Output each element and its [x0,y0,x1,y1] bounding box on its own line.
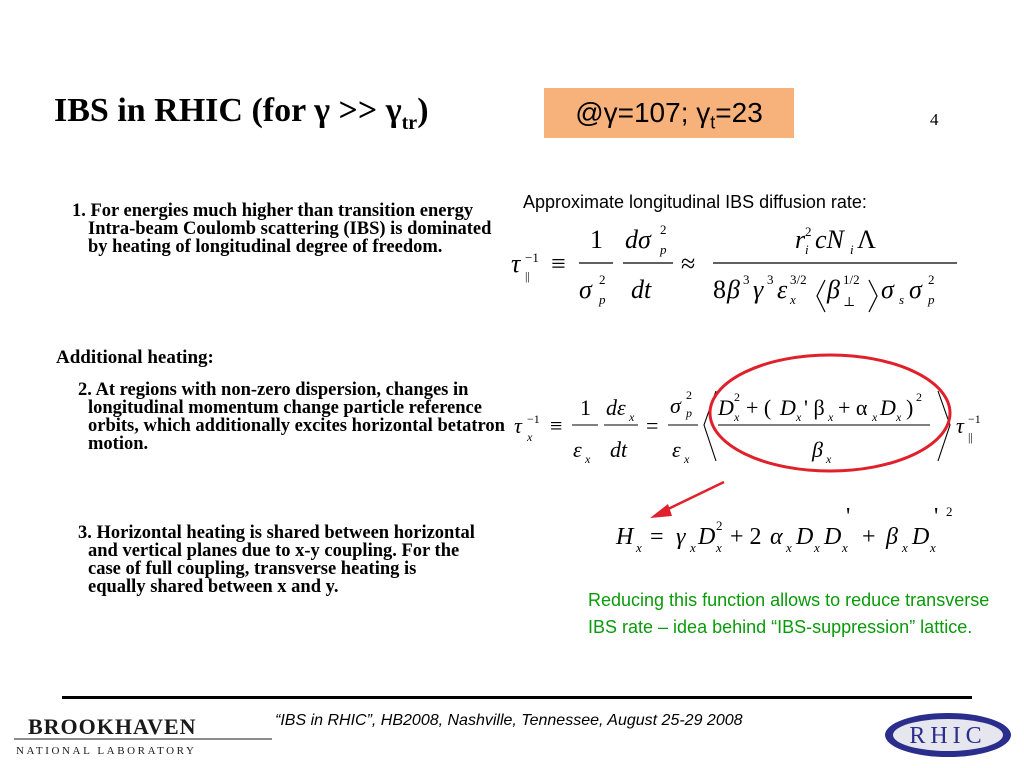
svg-text:x: x [786,540,792,555]
svg-text:r: r [795,225,806,254]
svg-text:x: x [828,410,834,424]
highlight-ellipse [710,355,950,471]
svg-text:x: x [826,452,832,466]
svg-text:2: 2 [946,504,953,519]
rhic-logo [882,711,1014,759]
svg-text:+: + [862,524,876,550]
svg-text:γ: γ [753,275,764,304]
paragraph-3: 3. Horizontal heating is shared between horizontal and vertical planes due to x-y coupling. For the case of full coupling, transverse heating is equally shared between x and y. [78,523,475,597]
svg-text:p: p [686,406,692,420]
svg-text:2: 2 [734,390,740,404]
svg-text:σ: σ [579,275,592,304]
svg-text:2: 2 [686,388,692,402]
svg-text:2: 2 [599,272,606,287]
additional-heading: Additional heating: [56,347,214,368]
svg-text:D: D [880,395,896,420]
svg-text:||: || [525,269,530,283]
svg-text:=: = [646,413,659,438]
svg-text:p: p [599,292,606,307]
svg-text:x: x [796,410,802,424]
svg-text:β: β [727,275,740,304]
svg-text:ε: ε [672,437,681,462]
svg-text:': ' [934,504,939,530]
brookhaven-logo [12,712,274,758]
svg-text:i: i [805,242,809,257]
equation-h-function [612,500,992,560]
svg-text:dσ: dσ [625,225,651,254]
svg-text:': ' [846,504,851,530]
svg-text:⊥: ⊥ [843,294,856,309]
svg-text:τ: τ [514,413,522,438]
svg-text:x: x [690,540,696,555]
svg-text:D: D [824,524,842,550]
svg-text:2: 2 [928,272,935,287]
svg-text:+ α: + α [838,395,868,420]
svg-text:β: β [827,275,840,304]
svg-text:2: 2 [660,222,667,237]
svg-text:−1: −1 [968,412,981,426]
svg-text:D: D [718,395,734,420]
svg-text:8: 8 [713,275,726,304]
svg-text:x: x [684,452,690,466]
svg-text:3: 3 [767,272,774,287]
svg-text:H: H [616,524,634,550]
svg-text:i: i [850,242,854,257]
svg-text:x: x [842,540,848,555]
svg-text:γ: γ [676,524,686,550]
svg-text:≡: ≡ [551,249,566,278]
svg-text:−1: −1 [525,250,539,265]
footer-citation: “IBS in RHIC”, HB2008, Nashville, Tennessee, August 25-29 2008 [275,712,743,729]
svg-text:=: = [650,524,664,550]
svg-text:dε: dε [606,395,626,420]
svg-text:NATIONAL LABORATORY: NATIONAL LABORATORY [16,745,197,757]
approx-label: Approximate longitudinal IBS diffusion rate: [523,192,867,212]
svg-text:+ (: + ( [746,395,772,420]
svg-text:D: D [796,524,814,550]
svg-text:x: x [872,410,878,424]
svg-text:3: 3 [743,272,750,287]
svg-text:3/2: 3/2 [790,272,807,287]
svg-text:ε: ε [573,437,582,462]
svg-text:x: x [629,410,635,424]
svg-text:p: p [928,292,935,307]
svg-text:Λ: Λ [857,225,876,254]
svg-text:σ: σ [909,275,922,304]
svg-text:x: x [734,410,740,424]
svg-text:x: x [790,292,796,307]
svg-text:+ 2: + 2 [730,524,762,550]
svg-text:1/2: 1/2 [843,272,860,287]
paragraph-1: 1. For energies much higher than transition energy Intra-beam Coulomb scattering (IBS) is dominated by heating of longitudinal degree of freedom. [72,201,492,257]
svg-text:p: p [660,242,667,257]
svg-text:D: D [912,524,930,550]
svg-text:x: x [902,540,908,555]
svg-text:x: x [527,430,533,444]
svg-text:2: 2 [916,390,922,404]
svg-text:dt: dt [631,275,652,304]
svg-text:D: D [780,395,796,420]
svg-text:1: 1 [590,225,603,254]
svg-text:−1: −1 [527,412,540,426]
footer-divider [62,696,972,699]
paragraph-2: 2. At regions with non-zero dispersion, changes in longitudinal momentum change particle reference orbits, which additionally excites horizontal betatron motion. [78,380,505,454]
svg-text:β: β [812,437,823,462]
svg-text:ε: ε [777,275,788,304]
svg-text:dt: dt [610,437,628,462]
slide-title: IBS in RHIC (for $\gamma >> \gamma_{tr}$) [54,92,429,134]
svg-text:τ: τ [956,413,964,438]
svg-text:τ: τ [511,249,521,278]
svg-text:s: s [899,292,905,307]
page-number: 4 [930,110,939,129]
svg-text:cN: cN [815,225,844,254]
svg-text:β: β [886,524,898,550]
svg-text:σ: σ [670,393,681,418]
svg-text:x: x [930,540,936,555]
svg-text:): ) [906,395,914,420]
energy-badge: @γ=107; $\gamma_t=23$ [544,88,794,138]
svg-text:D: D [698,524,716,550]
svg-text:α: α [770,524,783,550]
svg-text:BROOKHAVEN: BROOKHAVEN [28,714,197,739]
suppression-note: Reducing this function allows to reduce transverse IBS rate – idea behind “IBS-suppression” lattice. [588,590,990,637]
svg-text:RHIC: RHIC [909,723,987,749]
svg-text:≡: ≡ [550,413,563,438]
svg-text:x: x [814,540,820,555]
svg-text:2: 2 [805,224,812,239]
svg-text:1: 1 [580,395,591,420]
svg-text:x: x [585,452,591,466]
svg-text:' β: ' β [804,395,825,420]
svg-text:x: x [716,540,722,555]
svg-text:x: x [896,410,902,424]
svg-text:x: x [636,540,642,555]
svg-text:≈: ≈ [681,249,696,278]
svg-text:||: || [968,430,973,444]
svg-text:σ: σ [881,275,894,304]
svg-text:2: 2 [716,518,723,533]
